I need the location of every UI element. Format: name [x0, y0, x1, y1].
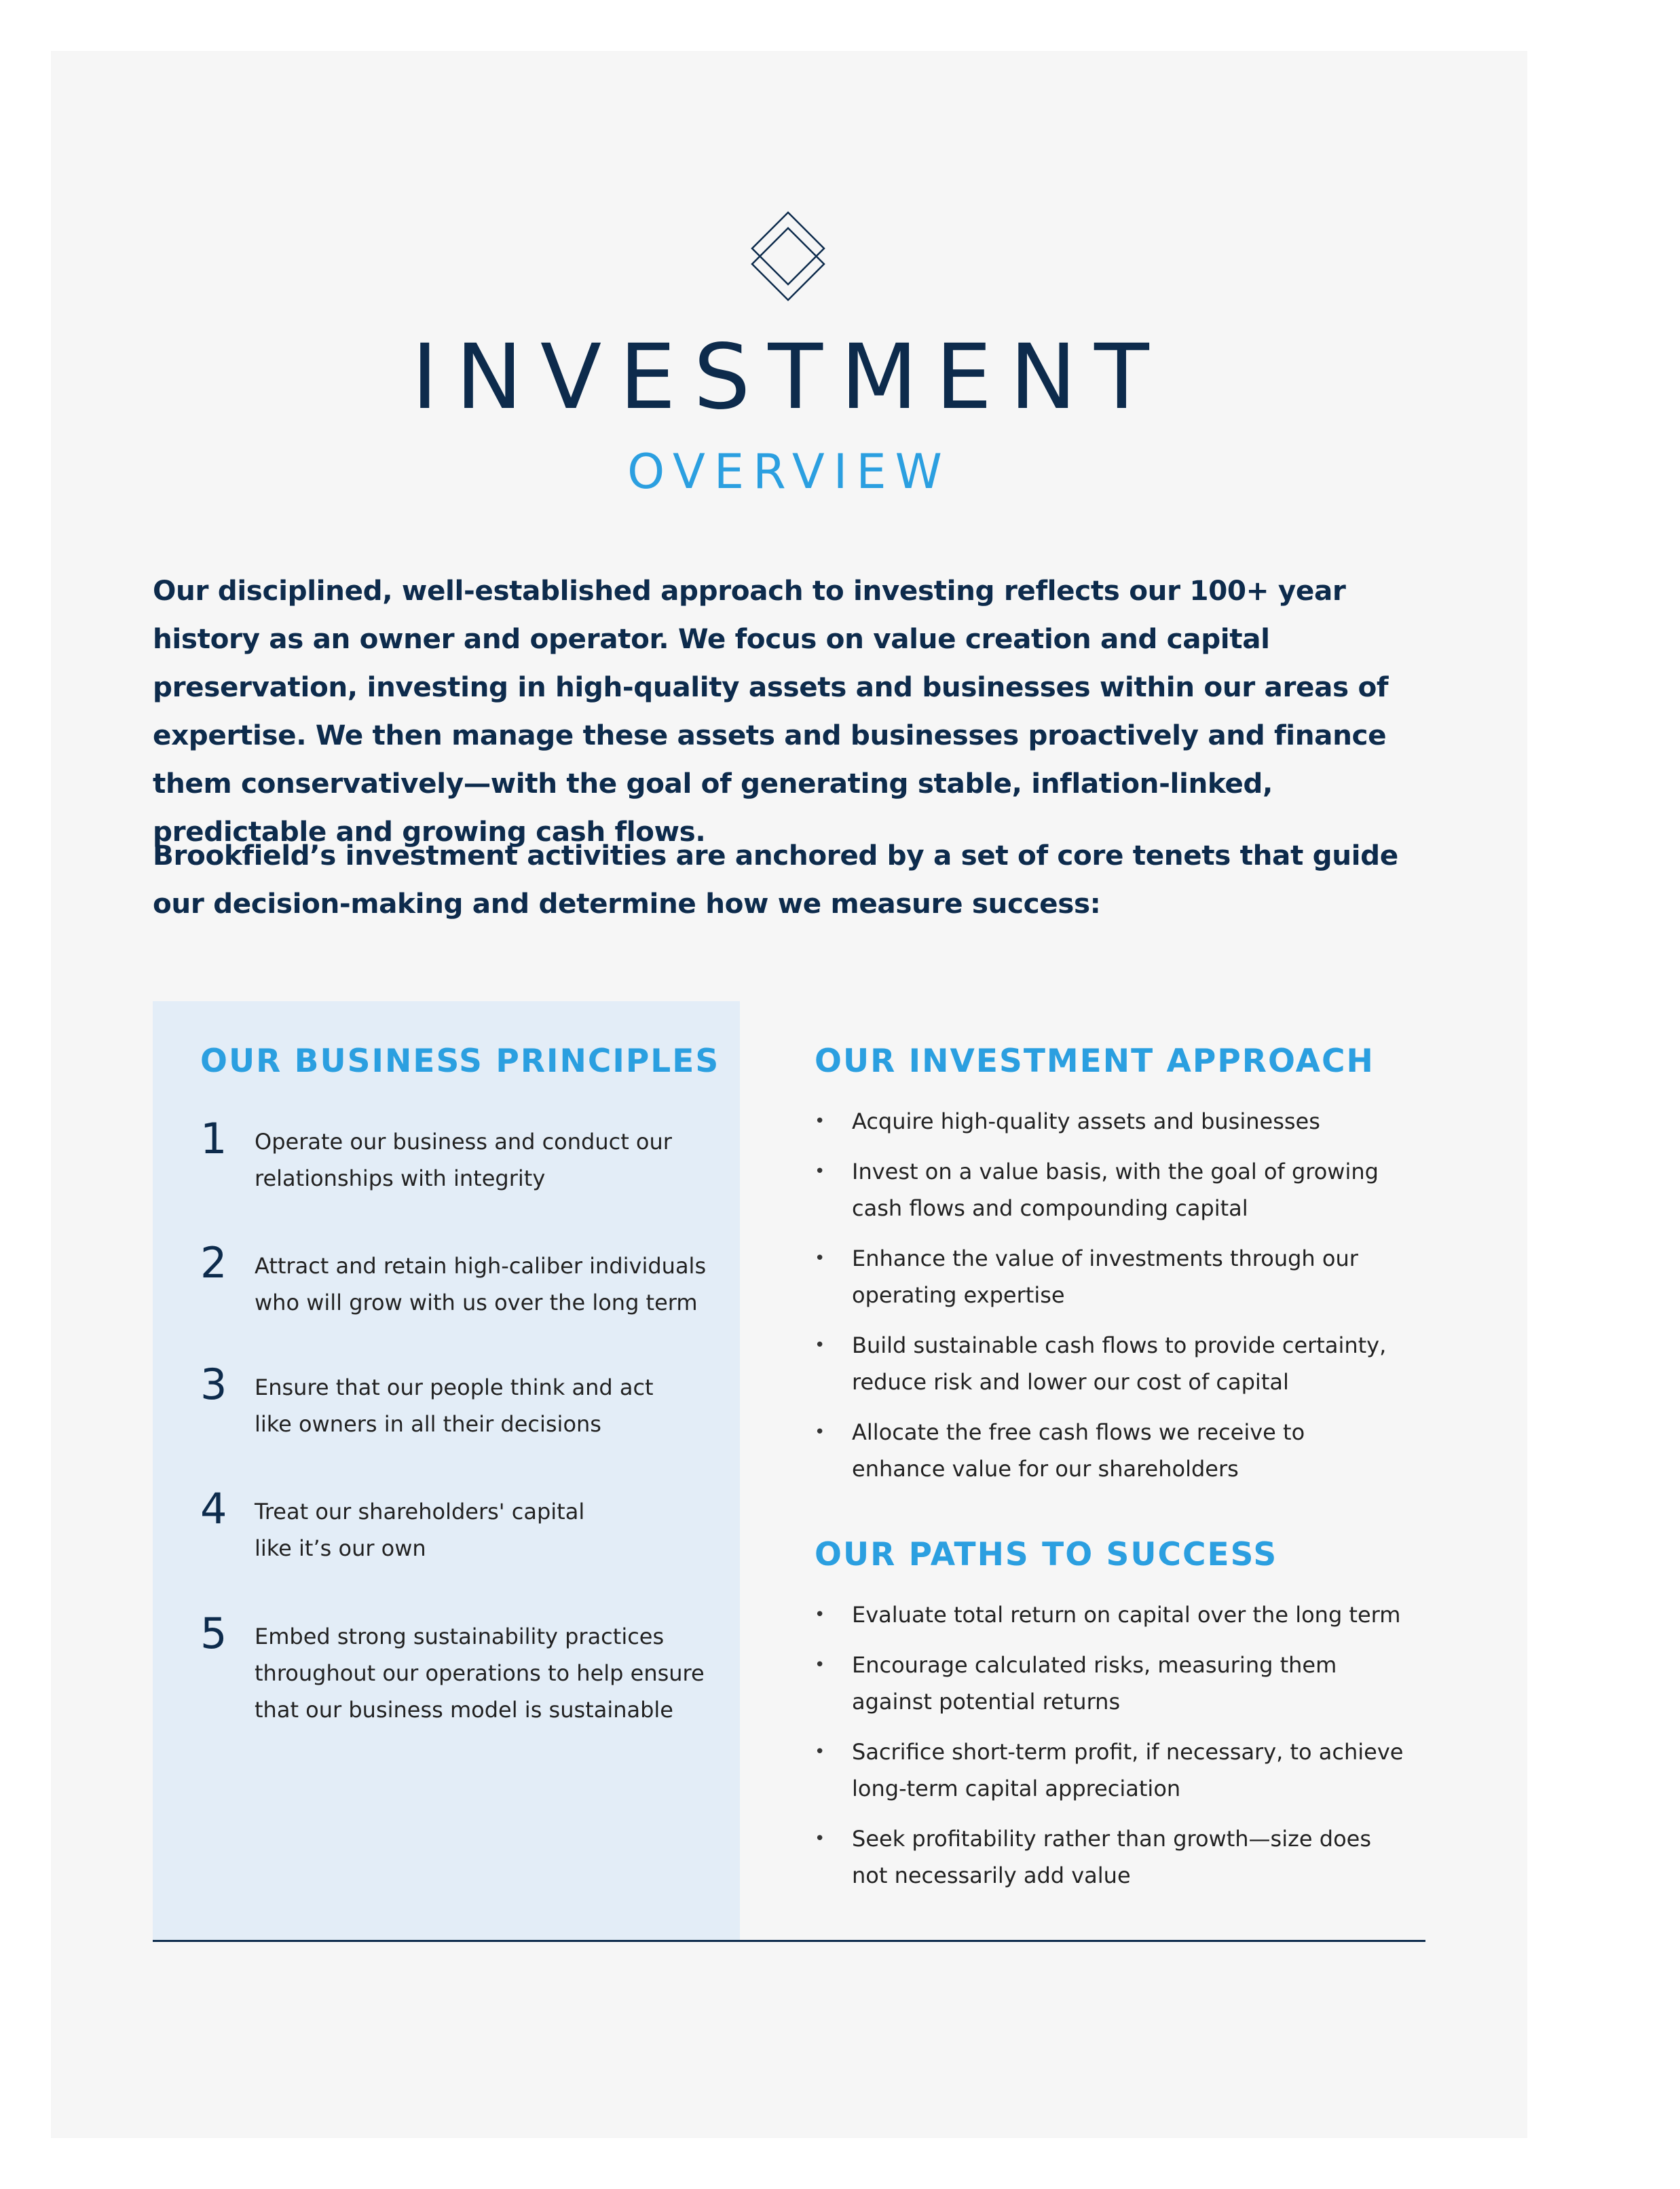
principle-text: Attract and retain high-caliber individuals who will grow with us over the long term [255, 1253, 707, 1315]
double-diamond-icon [750, 210, 826, 302]
principle-text: Operate our business and conduct our relationships with integrity [255, 1129, 672, 1191]
principle-number: 4 [200, 1484, 227, 1533]
list-item [815, 1103, 1425, 1140]
list-item [815, 1820, 1425, 1894]
principle-text: Embed strong sustainability practices throughout our operations to help ensure that our business model is sustainable [255, 1624, 705, 1723]
divider [153, 1940, 1425, 1942]
bullet-icon: • [815, 1422, 825, 1442]
list-item-text: Acquire high-quality assets and businesses [852, 1108, 1320, 1134]
list-item-text: Sacrifice short-term profit, if necessary, to achieve long-term capital appreciation [852, 1739, 1404, 1801]
list-item-text: Allocate the free cash flows we receive to enhance value for our shareholders [852, 1419, 1305, 1482]
intro-paragraph: Our disciplined, well-established approach to investing reflects our 100+ year history as an owner and operator. We focus on value creation and capital preservation, investing in high-quality assets and businesses within our areas of expertise. We then manage these assets and businesses proactively and finance them conservatively—with the goal of generating stable, inflation-linked, predictable and growing cash flows. [153, 574, 1389, 848]
list-item-text: Encourage calculated risks, measuring them against potential returns [852, 1652, 1337, 1715]
principle-number: 5 [200, 1609, 227, 1658]
principle-number: 3 [200, 1360, 227, 1409]
intro-paragraph-tenets: Brookfield’s investment activities are anchored by a set of core tenets that guide our decision-making and determine how we measure success: [153, 839, 1398, 920]
business-principles-heading: OUR BUSINESS PRINCIPLES [200, 1043, 720, 1080]
paths-to-success-heading: OUR PATHS TO SUCCESS [815, 1536, 1278, 1573]
bullet-icon: • [815, 1655, 825, 1675]
list-item-text: Seek profitability rather than growth—size does not necessarily add value [852, 1826, 1371, 1888]
page-subtitle: OVERVIEW [627, 444, 951, 500]
list-item [815, 1596, 1425, 1633]
list-item [815, 1414, 1425, 1487]
bullet-icon: • [815, 1605, 825, 1625]
principle-number: 1 [200, 1114, 227, 1163]
list-item-text: Enhance the value of investments through our operating expertise [852, 1246, 1358, 1308]
investment-approach-heading: OUR INVESTMENT APPROACH [815, 1043, 1375, 1080]
investment-approach-list [815, 1103, 1425, 1501]
bullet-icon: • [815, 1742, 825, 1762]
list-item-text: Build sustainable cash flows to provide certainty, reduce risk and lower our cost of capital [852, 1332, 1387, 1395]
list-item [815, 1734, 1425, 1807]
page-title: INVESTMENT [411, 325, 1167, 430]
bullet-icon: • [815, 1335, 825, 1355]
principle-number: 2 [200, 1238, 227, 1288]
list-item [815, 1240, 1425, 1313]
bullet-icon: • [815, 1111, 825, 1131]
principle-text: Treat our shareholders' capital like it’s our own [255, 1499, 585, 1561]
list-item-text: Evaluate total return on capital over the long term [852, 1602, 1401, 1628]
list-item [815, 1327, 1425, 1400]
list-item-text: Invest on a value basis, with the goal of growing cash flows and compounding capital [852, 1159, 1379, 1221]
list-item [815, 1153, 1425, 1227]
bullet-icon: • [815, 1161, 825, 1182]
bullet-icon: • [815, 1829, 825, 1849]
list-item [815, 1647, 1425, 1720]
paths-to-success-list [815, 1596, 1425, 1907]
principle-text: Ensure that our people think and act like owners in all their decisions [255, 1374, 654, 1437]
bullet-icon: • [815, 1248, 825, 1269]
